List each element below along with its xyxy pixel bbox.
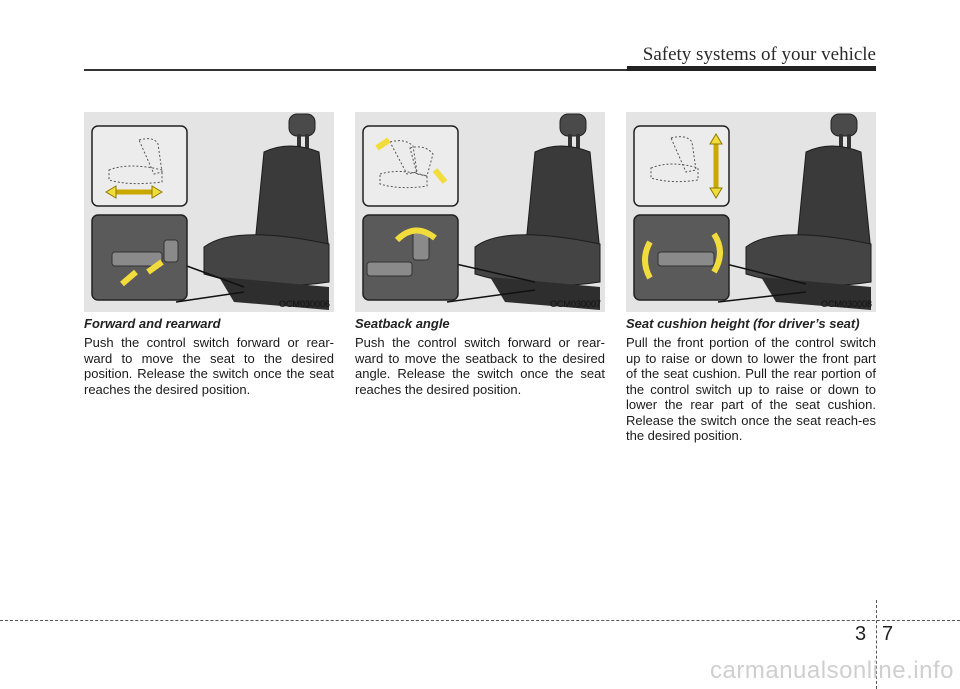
figure-cushion-height: [626, 112, 876, 312]
chapter-number: 3: [855, 623, 867, 645]
footer-rule: [0, 620, 960, 621]
figure-code: OCM030006: [278, 299, 330, 309]
header-title: Safety systems of your vehicle: [642, 44, 876, 65]
section-heading: Seat cushion height (for driver’s seat): [626, 316, 860, 331]
figure-code: OCM030008: [820, 299, 872, 309]
section-heading: Forward and rearward: [84, 316, 221, 331]
page-number: 7: [882, 623, 894, 645]
seat-illustration: [84, 112, 334, 312]
section-body: Pull the front portion of the control switch up to raise or down to lower the front part of the seat cushion. Pull the rear portion of the control switch up to raise or down to lower the rear part of the seat cushion. Release the switch once the seat reach-es the desired position.: [626, 335, 876, 443]
section-forward-rearward: [84, 316, 334, 397]
watermark: carmanualsonline.info: [710, 657, 954, 684]
section-body: Push the control switch forward or rear-ward to move the seatback to the desired angle. Release the switch once the seat reaches the desired position.: [355, 335, 605, 397]
seat-illustration: [355, 112, 605, 312]
seat-illustration: [626, 112, 876, 312]
section-body: Push the control switch forward or rear-ward to move the seat to the desired position. Release the switch once the seat reaches the desired position.: [84, 335, 334, 397]
figure-code: OCM030007: [549, 299, 601, 309]
figure-forward-rearward: [84, 112, 334, 312]
section-heading: Seatback angle: [355, 316, 450, 331]
section-cushion-height: [626, 316, 876, 444]
header-rule-accent: [627, 66, 876, 71]
section-seatback-angle: [355, 316, 605, 397]
figure-seatback-angle: [355, 112, 605, 312]
